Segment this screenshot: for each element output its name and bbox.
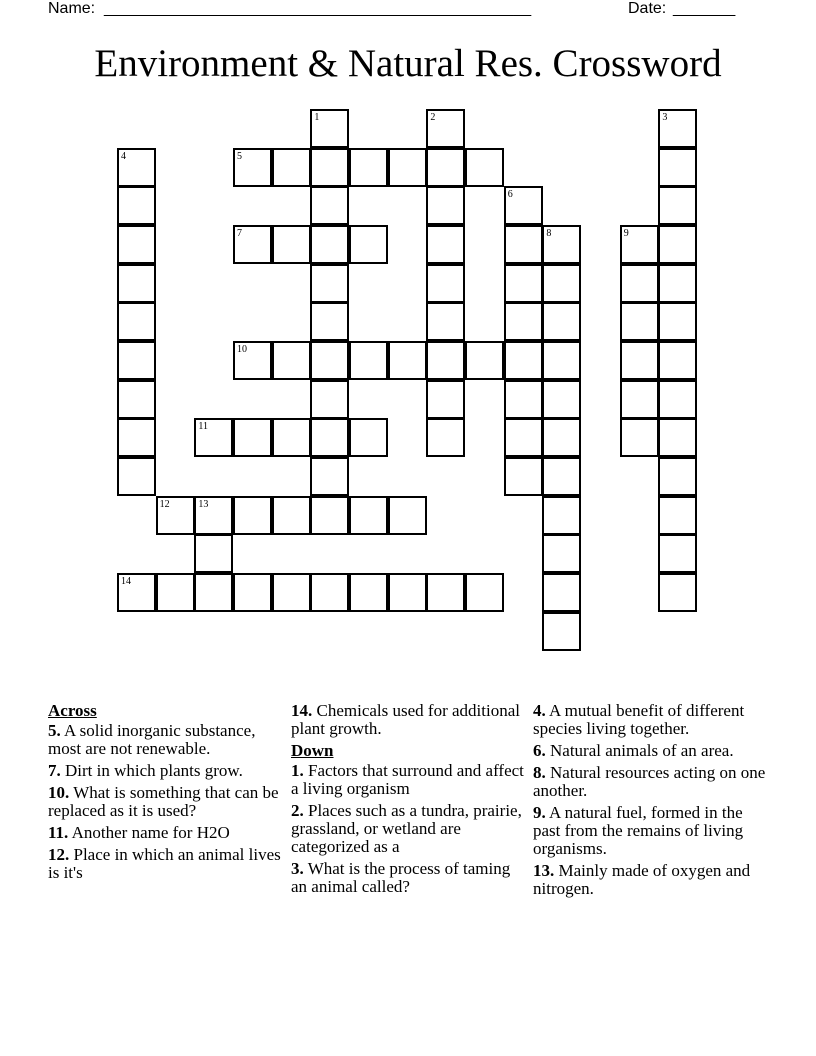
grid-cell[interactable] (658, 264, 697, 303)
clue-across-10: 10. What is something that can be replaced as it is used? (48, 783, 279, 820)
grid-cell[interactable] (620, 264, 659, 303)
grid-cell[interactable] (310, 418, 349, 457)
grid-cell[interactable] (465, 341, 504, 380)
clue-column-2 (291, 702, 527, 900)
grid-cell[interactable] (426, 380, 465, 419)
clue-across-14: 14. Chemicals used for additional plant growth. (291, 701, 520, 738)
grid-cell[interactable] (658, 534, 697, 573)
cell-number: 9 (623, 228, 629, 239)
clue-down-9: 9. A natural fuel, formed in the past from the remains of living organisms. (533, 803, 744, 858)
grid-cell[interactable] (542, 534, 581, 573)
grid-cell[interactable] (349, 341, 388, 380)
grid-cell[interactable] (620, 302, 659, 341)
grid-cell[interactable] (504, 225, 543, 264)
grid-cell[interactable] (310, 496, 349, 535)
grid-cell[interactable] (504, 457, 543, 496)
grid-cell[interactable] (272, 225, 311, 264)
grid-cell[interactable] (349, 496, 388, 535)
cell-number: 7 (237, 228, 242, 239)
grid-cell[interactable] (272, 341, 311, 380)
grid-cell[interactable] (426, 573, 465, 612)
grid-cell[interactable] (349, 418, 388, 457)
grid-cell[interactable] (426, 109, 465, 148)
grid-cell[interactable] (310, 457, 349, 496)
grid-cell[interactable] (194, 496, 233, 535)
grid-cell[interactable] (620, 418, 659, 457)
grid-cell[interactable] (233, 148, 272, 187)
grid-cell[interactable] (658, 148, 697, 187)
grid-cell[interactable] (504, 302, 543, 341)
grid-cell[interactable] (349, 573, 388, 612)
grid-cell[interactable] (658, 302, 697, 341)
grid-cell[interactable] (658, 341, 697, 380)
grid-cell[interactable] (658, 418, 697, 457)
grid-cell[interactable] (658, 496, 697, 535)
clue-down-8: 8. Natural resources acting on one another. (533, 763, 766, 800)
grid-cell[interactable] (504, 418, 543, 457)
grid-cell[interactable] (388, 496, 427, 535)
cell-number: 13 (198, 498, 209, 510)
grid-cell[interactable] (310, 341, 349, 380)
grid-cell[interactable] (310, 109, 349, 148)
grid-cell[interactable] (388, 573, 427, 612)
clue-across-12: 12. Place in which an animal lives is it's (48, 845, 281, 882)
grid-cell[interactable] (542, 573, 581, 612)
grid-cell[interactable] (194, 573, 233, 612)
date-label: Date: (628, 0, 671, 17)
name-label: Name: (48, 0, 100, 17)
grid-cell[interactable] (542, 380, 581, 419)
across-heading: Across (48, 701, 97, 720)
grid-cell[interactable] (504, 380, 543, 419)
grid-cell[interactable] (310, 186, 349, 225)
clue-down-4: 4. A mutual benefit of different species living together. (533, 701, 745, 738)
grid-cell[interactable] (620, 341, 659, 380)
down-heading: Down (291, 741, 334, 760)
grid-cell[interactable] (117, 341, 156, 380)
cell-number: 3 (662, 112, 668, 123)
grid-cell[interactable] (542, 418, 581, 457)
grid-cell[interactable] (542, 457, 581, 496)
grid-cell[interactable] (426, 341, 465, 380)
grid-cell[interactable] (542, 496, 581, 535)
cell-number: 2 (430, 112, 436, 123)
page-title: Environment & Natural Res. Crossword (94, 42, 722, 85)
clue-column-3 (533, 702, 769, 902)
grid-cell[interactable] (117, 302, 156, 341)
grid-cell[interactable] (658, 457, 697, 496)
grid-cell[interactable] (620, 380, 659, 419)
grid-cell[interactable] (117, 186, 156, 225)
grid-cell[interactable] (388, 341, 427, 380)
clue-across-5: 5. A solid inorganic substance, most are not renewable. (48, 721, 256, 758)
grid-cell[interactable] (272, 573, 311, 612)
cell-number: 11 (198, 421, 208, 433)
cell-number: 8 (546, 228, 552, 239)
grid-cell[interactable] (310, 225, 349, 264)
grid-cell[interactable] (504, 341, 543, 380)
grid-cell[interactable] (117, 264, 156, 303)
clue-column-1 (48, 702, 284, 886)
grid-cell[interactable] (426, 418, 465, 457)
grid-cell[interactable] (542, 225, 581, 264)
grid-cell[interactable] (465, 148, 504, 187)
grid-cell[interactable] (542, 341, 581, 380)
grid-cell[interactable] (310, 148, 349, 187)
grid-cell[interactable] (426, 302, 465, 341)
grid-cell[interactable] (233, 341, 272, 380)
grid-cell[interactable] (310, 302, 349, 341)
grid-cell[interactable] (542, 612, 581, 651)
grid-cell[interactable] (542, 264, 581, 303)
cell-number: 4 (121, 150, 126, 162)
grid-cell[interactable] (233, 418, 272, 457)
grid-cell[interactable] (233, 573, 272, 612)
grid-cell[interactable] (233, 225, 272, 264)
grid-cell[interactable] (504, 186, 543, 225)
grid-cell[interactable] (349, 225, 388, 264)
grid-cell[interactable] (194, 534, 233, 573)
clue-down-6: 6. Natural animals of an area. (533, 741, 734, 760)
grid-cell[interactable] (310, 264, 349, 303)
grid-cell[interactable] (658, 186, 697, 225)
grid-cell[interactable] (117, 573, 156, 612)
cell-number: 14 (121, 576, 131, 588)
cell-number: 12 (159, 498, 170, 510)
grid-cell[interactable] (658, 225, 697, 264)
grid-cell[interactable] (542, 302, 581, 341)
grid-cell[interactable] (620, 225, 659, 264)
grid-cell[interactable] (349, 148, 388, 187)
grid-cell[interactable] (504, 264, 543, 303)
grid-cell[interactable] (465, 573, 504, 612)
grid-cell[interactable] (426, 186, 465, 225)
clue-down-1: 1. Factors that surround and affect a living organism (291, 761, 524, 798)
cell-number: 6 (507, 189, 513, 201)
clue-across-7: 7. Dirt in which plants grow. (48, 761, 243, 780)
name-line[interactable]: ________________________________________________ (104, 0, 532, 17)
grid-cell[interactable] (117, 457, 156, 496)
clue-across-11: 11. Another name for H2O (48, 823, 230, 842)
grid-cell[interactable] (233, 496, 272, 535)
grid-cell[interactable] (310, 573, 349, 612)
date-line[interactable]: _______ (673, 0, 736, 17)
clue-down-13: 13. Mainly made of oxygen and nitrogen. (533, 861, 751, 898)
grid-cell[interactable] (426, 225, 465, 264)
grid-cell[interactable] (117, 418, 156, 457)
grid-cell[interactable] (388, 148, 427, 187)
grid-cell[interactable] (117, 225, 156, 264)
grid-cell[interactable] (426, 264, 465, 303)
cell-number: 5 (237, 150, 242, 162)
grid-cell[interactable] (156, 496, 195, 535)
grid-cell[interactable] (272, 496, 311, 535)
grid-cell[interactable] (272, 418, 311, 457)
grid-cell[interactable] (117, 380, 156, 419)
clue-down-2: 2. Places such as a tundra, prairie, grassland, or wetland are categorized as a (291, 801, 522, 856)
grid-cell[interactable] (117, 148, 156, 187)
grid-cell[interactable] (658, 109, 697, 148)
grid-cell[interactable] (156, 573, 195, 612)
grid-cell[interactable] (310, 380, 349, 419)
cell-number: 1 (314, 112, 320, 123)
grid-cell[interactable] (426, 148, 465, 187)
clue-down-3: 3. What is the process of taming an animal called? (291, 859, 511, 896)
cell-number: 10 (237, 344, 247, 356)
grid-cell[interactable] (658, 380, 697, 419)
grid-cell[interactable] (272, 148, 311, 187)
grid-cell[interactable] (194, 418, 233, 457)
grid-cell[interactable] (658, 573, 697, 612)
